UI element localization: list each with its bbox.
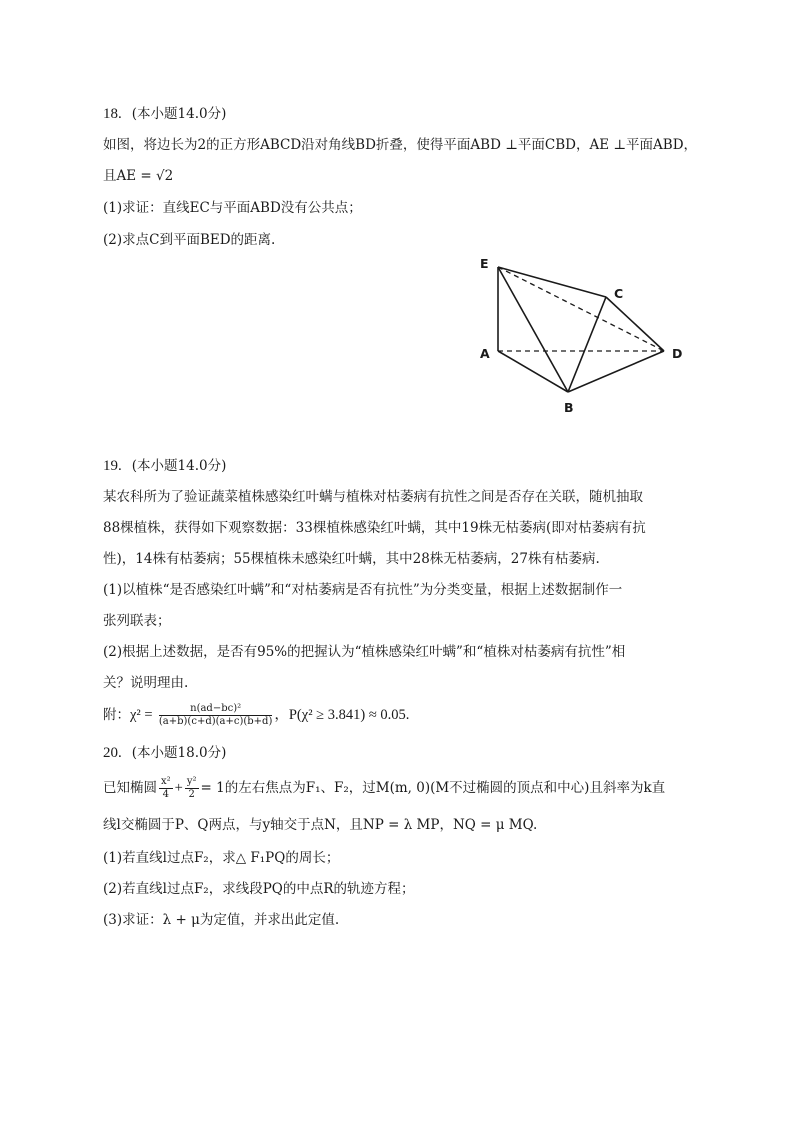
edge-EB — [498, 267, 568, 392]
ellipse-frac-x — [159, 777, 173, 800]
frac-y-num: y² — [186, 776, 197, 787]
q19-part-2-line-2: 关？说明理由. — [103, 675, 189, 691]
q18-number: 18. — [103, 106, 122, 122]
edge-CD — [606, 297, 664, 351]
q18-figure — [470, 250, 710, 420]
edge-EC — [498, 267, 606, 297]
q20-line-2: 线l交椭圆于P、Q两点，与y轴交于点N，且NP = λ MP，NQ = μ MQ. — [103, 817, 538, 833]
q19-line-1: 某农科所为了验证蔬菜植株感染红叶螨与植株对枯萎病有抗性之间是否存在关联，随机抽取 — [103, 489, 643, 505]
q20-tag: (本小题18.0分) — [131, 745, 227, 761]
q20-line-1-start: 已知椭圆 — [103, 780, 157, 796]
label-D: D — [672, 346, 683, 361]
chi-square-denominator: (a+b)(c+d)(a+c)(b+d) — [158, 716, 273, 727]
chi-square-tail: ，P(χ² ≥ 3.841) ≈ 0.05. — [274, 707, 410, 723]
frac-x-num: x² — [161, 776, 171, 787]
q19-appendix — [103, 701, 409, 729]
q19-part-1-line-1: (1)以植株“是否感染红叶螨”和“对枯萎病是否有抗性”为分类变量，根据上述数据制作一 — [103, 582, 623, 598]
label-C: C — [614, 286, 624, 301]
ellipse-frac-y — [185, 777, 199, 800]
chi-square-numerator: n(ad−bc)² — [159, 704, 272, 716]
chi-square-fraction — [159, 704, 272, 727]
edge-AB — [498, 351, 568, 392]
q20-header — [103, 743, 226, 763]
q20-line-1 — [103, 774, 665, 802]
label-A: A — [480, 346, 490, 361]
q20-part-3: (3)求证：λ + μ为定值，并求出此定值. — [103, 912, 340, 928]
q18-text-2: 且AE = √2 — [103, 168, 174, 184]
q19-tag: (本小题14.0分) — [131, 458, 227, 474]
q19-header — [103, 456, 226, 476]
plus-sign: + — [174, 780, 183, 796]
q18-header — [103, 104, 226, 124]
q18-text-1: 如图，将边长为2的正方形ABCD沿对角线BD折叠，使得平面ABD ⊥平面CBD，AE ⊥平面ABD， — [103, 137, 698, 153]
q19-number: 19. — [103, 458, 122, 474]
q20-part-2: (2)若直线l过点F₂，求线段PQ的中点R的轨迹方程； — [103, 881, 415, 897]
chi-square-lhs: χ² = — [130, 707, 153, 723]
q18-part-2: (2)求点C到平面BED的距离. — [103, 232, 276, 248]
q19-part-1-line-2: 张列联表； — [103, 613, 171, 629]
frac-x-den: 4 — [162, 789, 170, 800]
edge-ED-hidden — [498, 267, 664, 351]
q18-part-1: (1)求证：直线EC与平面ABD没有公共点； — [103, 200, 362, 216]
q20-part-1: (1)若直线l过点F₂，求△ F₁PQ的周长； — [103, 850, 340, 866]
appendix-label: 附： — [103, 707, 130, 723]
q20-number: 20. — [103, 745, 122, 761]
q19-line-2: 88棵植株，获得如下观察数据：33棵植株感染红叶螨，其中19株无枯萎病(即对枯萎病有抗 — [103, 520, 646, 536]
label-E: E — [480, 256, 489, 271]
q19-line-3: 性)，14株有枯萎病；55棵植株未感染红叶螨，其中28株无枯萎病，27株有枯萎病. — [103, 551, 600, 567]
q18-tag: (本小题14.0分) — [131, 106, 227, 122]
q19-part-2-line-1: (2)根据上述数据，是否有95%的把握认为“植株感染红叶螨”和“植株对枯萎病有抗性”相 — [103, 644, 626, 660]
frac-y-den: 2 — [188, 789, 195, 800]
q20-line-1-end: = 1的左右焦点为F₁、F₂，过M(m, 0)(M不过椭圆的顶点和中心)且斜率为k直 — [200, 780, 666, 796]
label-B: B — [564, 400, 574, 415]
